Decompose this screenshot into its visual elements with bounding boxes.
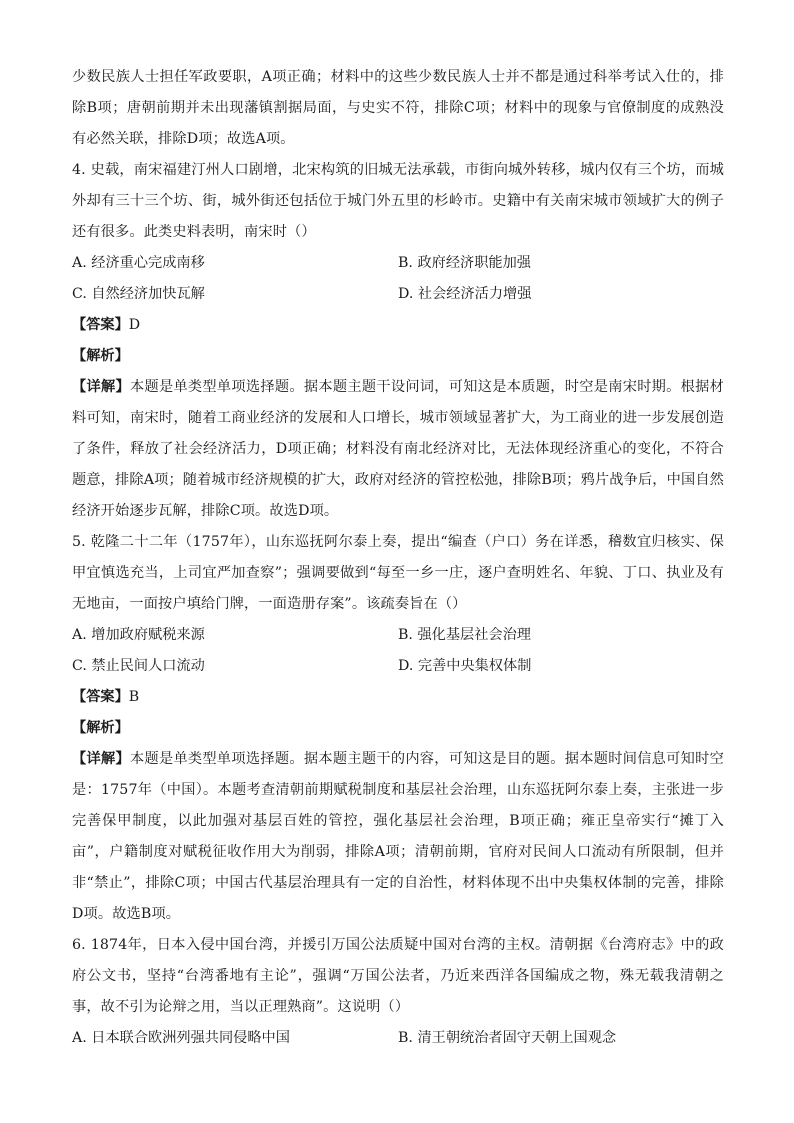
- question-5-option-b: B. 强化基层社会治理: [398, 627, 531, 643]
- question-5-option-a: A. 增加政府赋税来源: [72, 627, 205, 643]
- question-5-detail: [72, 744, 724, 930]
- question-4-analysis-heading: [72, 341, 724, 372]
- question-6-options-row-1: [72, 1023, 724, 1054]
- question-5-options-row-2: [72, 651, 724, 682]
- answer-value: B: [128, 689, 140, 705]
- answer-value: D: [128, 317, 141, 333]
- question-6-stem: 6. 1874年，日本入侵中国台湾，并援引万国公法质疑中国对台湾的主权。清朝据《台湾府志》中的政府公文书，坚持“台湾番地有主论”，强调“万国公法者，乃近来西洋各国编成之物，殊无载我清朝之事，故不引为论辩之用，当以正理熟商”。这说明（）: [72, 937, 724, 1015]
- question-5-stem: 5. 乾隆二十二年（1757年），山东巡抚阿尔泰上奏，提出“编查（户口）务在详悉，稽数宜归核实、保甲宜慎选充当，上司宜严加查察”；强调要做到“每至一乡一庄，逐户查明姓名、年貌、丁口、执业及有无地亩，一面按户填给门牌，一面造册存案”。该疏奏旨在（）: [72, 534, 724, 612]
- question-4-option-a: A. 经济重心完成南移: [72, 255, 205, 271]
- analysis-label: 【解析】: [72, 720, 129, 736]
- question-5-option-d: D. 完善中央集权体制: [398, 658, 532, 674]
- question-4-detail: [72, 372, 724, 527]
- question-5-option-c: C. 禁止民间人口流动: [72, 658, 205, 674]
- question-4-options-row-2: [72, 279, 724, 310]
- detail-label: 【详解】: [72, 751, 130, 767]
- question-6-option-a: A. 日本联合欧洲列强共同侵略中国: [72, 1030, 290, 1046]
- detail-text: 本题是单类型单项选择题。据本题主题干的内容，可知这是目的题。据本题时间信息可知时空是：1757年（中国）。本题考查清朝前期赋税制度和基层社会治理，山东巡抚阿尔泰上奏，主张进一步完善保甲制度，以此加强对基层百姓的管控，强化基层社会治理，B项正确；雍正皇帝实行“摊丁入亩”，户籍制度对赋税征收作用大为削弱，排除A项；清朝前期，官府对民间人口流动有所限制，但并非“禁止”，排除C项；中国古代基层治理具有一定的自治性，材料体现不出中央集权体制的完善，排除D项。故选B项。: [72, 751, 724, 922]
- detail-label: 【详解】: [72, 379, 130, 395]
- question-4-options-row-1: [72, 248, 724, 279]
- detail-text: 本题是单类型单项选择题。据本题主题干设问词，可知这是本质题，时空是南宋时期。根据材料可知，南宋时，随着工商业经济的发展和人口增长，城市领域显著扩大，为工商业的进一步发展创造了条件，释放了社会经济活力，D项正确；材料没有南北经济对比，无法体现经济重心的变化，不符合题意，排除A项；随着城市经济规模的扩大，政府对经济的管控松弛，排除B项；鸦片战争后，中国自然经济开始逐步瓦解，排除C项。故选D项。: [72, 379, 724, 519]
- intro-paragraph: 少数民族人士担任军政要职，A项正确；材料中的这些少数民族人士并不都是通过科举考试入仕的，排除B项；唐朝前期并未出现藩镇割据局面，与史实不符，排除C项；材料中的现象与官僚制度的成熟没有必然关联，排除D项；故选A项。: [72, 69, 724, 147]
- question-4-stem: 4. 史载，南宋福建汀州人口剧增，北宋构筑的旧城无法承载，市街向城外转移，城内仅有三个坊，而城外却有三十三个坊、街，城外街还包括位于城门外五里的杉岭市。史籍中有关南宋城市领域扩大的例子还有很多。此类史料表明，南宋时（）: [72, 162, 724, 240]
- analysis-label: 【解析】: [72, 348, 129, 364]
- question-4-option-c: C. 自然经济加快瓦解: [72, 286, 205, 302]
- document-page: [72, 62, 724, 1054]
- answer-label: 【答案】: [72, 689, 129, 705]
- question-4-answer: [72, 310, 724, 341]
- question-4-option-b: B. 政府经济职能加强: [398, 255, 531, 271]
- question-5-options-row-1: [72, 620, 724, 651]
- question-4-option-d: D. 社会经济活力增强: [398, 286, 532, 302]
- answer-label: 【答案】: [72, 317, 129, 333]
- question-5-answer: [72, 682, 724, 713]
- question-5-analysis-heading: [72, 713, 724, 744]
- question-6-option-b: B. 清王朝统治者固守天朝上国观念: [398, 1030, 617, 1046]
